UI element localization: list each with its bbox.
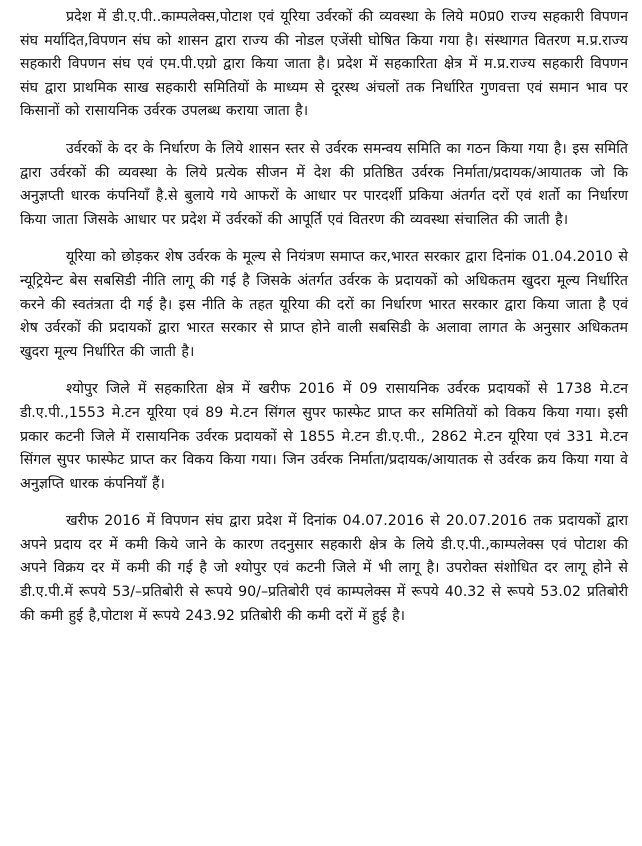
paragraph-gap [20, 232, 628, 246]
paragraph-gap [20, 496, 628, 510]
paragraph-gap [20, 364, 628, 378]
paragraph-gap [20, 124, 628, 138]
paragraph-district-sales: श्योपुर जिले में सहकारिता क्षेत्र में खरीफ 2016 में 09 रासायनिक उर्वरक प्रदायकों से 1738 मे.टन डी.ए.पी.,1553 मे.टन यूरिया एवं 89 मे.टन सिंगल सुपर फास्फेट प्राप्त कर समितियों को विकय किया गया। इसी प्रकार कटनी जिले में रासायनिक उर्वरक प्रदायकों से 1855 मे.टन डी.ए.पी., 2862 मे.टन यूरिया एवं 331 मे.टन सिंगल सुपर फास्फेट प्राप्त कर विकय किया गया। जिन उर्वरक निर्माता/प्रदायक/आयातक से उर्वरक क्रय किया गया वे अनुज्ञप्ति धारक कंपनियाँ हैं। [20, 381, 628, 492]
paragraph-rate-determination: उर्वरकों के दर के निर्धारण के लिये शासन स्तर से उर्वरक समन्वय समिति का गठन किया गया है। इस समिति द्वारा उर्वरकों की व्यवस्था के लिये प्रत्येक सीजन में देश की प्रतिष्ठित उर्वरक निर्माता/प्रदायक/आयातक जो कि अनुज्ञप्ती धारक कंपनियाँ है.से बुलाये गये आफरों के आधार पर पारदर्शी प्रकिया अंतर्गत दरों एवं शर्तो का निर्धारण किया जाता जिसके आधार पर प्रदेश में उर्वरकों की आपूर्ति एवं वितरण की व्यवस्था संचालित की जाती है। [20, 140, 628, 228]
paragraph-nodal-agency: प्रदेश में डी.ए.पी..काम्पलेक्स,पोटाश एवं यूरिया उर्वरकों की व्यवस्था के लिये म0प्र0 राज्य सहकारी विपणन संघ मर्यादित,विपणन संघ को शासन द्वारा राज्य की नोडल एजेंसी घोषित किया गया है। संस्थागत वितरण म.प्र.राज्य सहकारी विपणन संघ एवं एम.पी.एग्रो द्वारा किया जाता है। प्रदेश में सहकारिता क्षेत्र में म.प्र.राज्य सहकारी विपणन संघ द्वारा प्राथमिक साख सहकारी समितियों के माध्यम से दूरस्थ अंचलों तक निर्धारित गुणवत्ता एवं समान भाव पर किसानों को रासायनिक उर्वरक उपलब्ध कराया जाता है। [20, 9, 628, 120]
paragraph-rate-reduction: खरीफ 2016 में विपणन संघ द्वारा प्रदेश में दिनांक 04.07.2016 से 20.07.2016 तक प्रदायकों द्वारा अपने प्रदाय दर में कमी किये जाने के कारण तदनुसार सहकारी क्षेत्र के लिये डी.ए.पी.,काम्पलेक्स एवं पोटाश की अपने विक्रय दर में कमी की गई है जो श्योपुर एवं कटनी जिले में भी लागू है। उपरोक्त संशोधित दर लागू होने से डी.ए.पी.में रूपये 53/–प्रतिबोरी से रूपये 90/–प्रतिबोरी एवं काम्पलेक्स में रूपये 40.32 से रूपये 53.02 प्रतिबोरी की कमी हुई है,पोटाश में रूपये 243.92 प्रतिबोरी की कमी दरों में हुई है। [20, 513, 628, 624]
paragraph-subsidy-policy: यूरिया को छोड़कर शेष उर्वरक के मूल्य से नियंत्रण समाप्त कर,भारत सरकार द्वारा दिनांक 01.04.2010 से न्यूट्रियेन्ट बेस सबसिडी नीति लागू की गई है जिसके अंतर्गत उर्वरक के प्रदायकों को अधिकतम खुदरा मूल्य निर्धारित करने की स्वतंत्रता दी गई है। इस नीति के तहत यूरिया की दरों का निर्धारण भारत सरकार द्वारा किया जाता है एवं शेष उर्वरकों की प्रदायकों द्वारा भारत सरकार से प्राप्त होने वाली सबसिडी के अलावा लागत के अनुसार अधिकतम खुदरा मूल्य निर्धारित की जाती है। [20, 249, 628, 360]
